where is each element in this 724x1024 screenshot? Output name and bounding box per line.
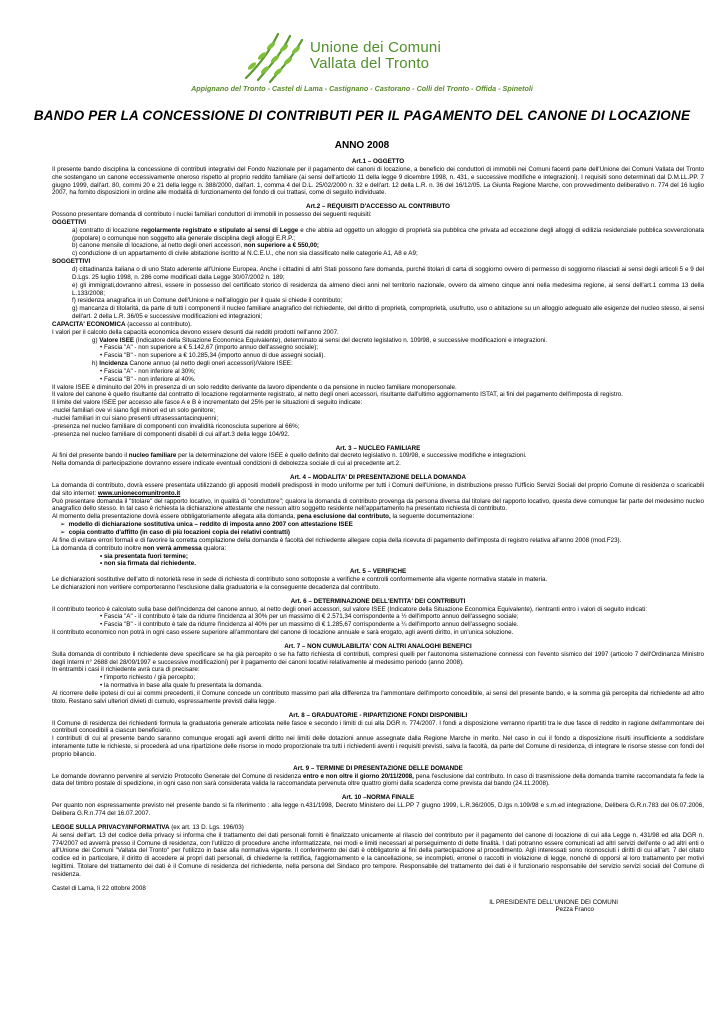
- art4-title: Art. 4 – MODALITA' DI PRESENTAZIONE DELLA DOMANDA: [289, 474, 467, 482]
- list-item: ➢ modello di dichiarazione sostitutiva unica – reddito di imposta anno 2007 con attestazione ISEE: [52, 521, 704, 529]
- list-item: ➢ copia contratto d'affitto (in caso di più locazioni copia dei relativi contratti): [52, 529, 704, 537]
- art2-tail: Il limite del valore ISEE per accesso alle fasce A e B è incrementato del 25% per le situazioni di seguito indicate:: [52, 399, 363, 407]
- list-item: • Fascia "A" - non superiore a € 5.142,67 (importo annuo dell'assegno sociale);: [52, 344, 704, 352]
- art2-tail: Il valore del canone è quello risultante dal contratto di locazione regolarmente registrato, al netto degli oneri accessori, risultante dall'ultimo aggiornamento ISTAT, ai fini del pagamento dell'imposta di registro.: [52, 391, 623, 399]
- document-body: [52, 158, 704, 914]
- art7-title: Art. 7 – NON CUMULABILITA' CON ALTRI ANALOGHI BENEFICI: [284, 642, 472, 650]
- art10-title: Art. 10 –NORMA FINALE: [341, 794, 415, 802]
- art4-p5: La domanda di contributo inoltre non verrà ammessa qualora:: [52, 544, 227, 552]
- req-f: f) residenza anagrafica in un Comune dell'Unione e nell'alloggio per il quale si chiede il contributo;: [72, 297, 343, 305]
- soggettivi-label: SOGGETTIVI: [52, 258, 91, 266]
- list-item: • sia presentata fuori termine;: [52, 553, 704, 561]
- org-name: [310, 40, 441, 72]
- req-g1: g) mancanza di titolarità, da parte di tutti i componenti il nucleo familiare anagrafico del richiedente, del diritto di proprietà, comproprietà, usufrutto, uso o abitazione su un alloggio adeguato alle esigenze del nucleo stesso, ai sensi dell'art. 2 della L.R. 36/05 e successive modificazioni ed integrazioni;: [72, 305, 704, 321]
- art10-p1: Per quanto non espressamente previsto nel presente bando si fa riferimento : alla legge n.431/1998, Decreto Ministero dei LL.PP 7 giugno 1999, L.R.36/2005, D.lgs n.109/98 e s.m.ed integrazione, Delibera G.R.n.783 del 06.07.2006, Delibera G.R.n.774 del 16.07.2007.: [52, 802, 704, 817]
- list-item: • Fascia "A" - il contributo è tale da ridurre l'incidenza al 30% per un massimo di € 2.571,34 corrispondente a ½ dell'importo annuo dell'assegno sociale;: [52, 613, 704, 621]
- org-name-line2: Vallata del Tronto: [310, 55, 430, 72]
- org-name-line1: Unione dei Comuni: [310, 39, 441, 56]
- member-towns: Appignano del Tronto - Castel di Lama - Castignano - Castorano - Colli del Tronto - Offida - Spinetoli: [191, 84, 533, 93]
- art8-p2: I contributi di cui al presente bando saranno comunque erogati agli aventi diritto nei limiti delle dotazioni annue assegnate dalla Regione Marche in merito. Nel caso in cui il fondo a disposizione risulti insufficiente a soddisfare interamente tutte le richieste, si procederà ad una ripartizione delle risorse in modo proporzionale tra tutti i richiedenti aventi i requisiti previsti, salva la facoltà, da parte del Comune di residenza, di integrare le risorse stesse con fondi del proprio bilancio.: [52, 735, 704, 758]
- privacy-text: Ai sensi dell'art. 13 del codice della privacy si informa che il trattamento dei dati personali forniti è finalizzato unicamente al rilascio del contributo per il pagamento del canone di locazione di cui alla Legge n. 431/98 ed alla DGR n. 774/2007 ed avverrà presso il Comune di residenza, con l'utilizzo di procedure anche informatizzate, nei modi e limiti necessari al perseguimento di dette finalità. I dati potranno essere comunicati ad altri servizi dell'ente o ad altri enti o all'Unione dei Comuni "Vallata del Tronto" per l'utilizzo in base alla normativa vigente. Il conferimento dei dati è obbligatorio ai fini della partecipazione al procedimento. Agli interessati sono riconosciuti i diritti di cui all'art. 7 del citato codice ed in particolare, il diritto di accedere ai propri dati personali, di chiederne la rettifica, l'aggiornamento e la cancellazione, se incompleti, erronei o raccolti in violazione di legge, nonché di opporsi al loro trattamento per motivi legittimi. Titolare del trattamento dei dati è il Comune di residenza del richiedente, nella persona del Sindaco pro tempore. Responsabile del trattamento dei dati è il funzionario responsabile del servizio servizi sociali del Comune di residenza.: [52, 831, 704, 878]
- art2-tail: -presenza nel nucleo familiare di componenti con invalidità riconosciuta superiore al 66%;: [52, 422, 300, 430]
- art3-title: Art. 3 – NUCLEO FAMILIARE: [335, 444, 421, 452]
- art2-tail: -nuclei familiari in cui siano presenti ultrasessantacinquenni;: [52, 415, 219, 422]
- signature-title: IL PRESIDENTE DELL'UNIONE DEI COMUNI: [489, 898, 618, 906]
- list-item: • Fascia "A" - non inferiore al 30%;: [52, 368, 704, 376]
- req-c: c) conduzione di un appartamento di civile abitazione iscritto al N.C.E.U., che non sia classificato nelle categorie A1, A8 e A9;: [72, 250, 418, 258]
- art4-p2: Può presentare domanda il "titolare" del rapporto locativo, in qualità di "conduttore"; qualora la domanda di contributo provenga da persona diversa dal titolare del rapporto locativo, questa deve comunque far parte del medesimo nucleo anagrafico dello stesso. In tal caso è richiesta la dichiarazione attestante che nessun altro soggetto residente nell'appartamento ha presentato richiesta di contributo.: [52, 497, 704, 513]
- signature-name: Pezza Franco: [555, 906, 594, 914]
- art2-title: Art.2 – REQUISITI D'ACCESSO AL CONTRIBUTO: [305, 203, 451, 211]
- website-link[interactable]: www.unionecomunitronto.it: [97, 489, 181, 497]
- art4-p4: Al fine di evitare errori formali e di favorire la corretta compilazione della domanda è facoltà del richiedente allegare copia della ricevuta di pagamento dell'imposta di registro relativa all'anno 2008 (mod.F23).: [52, 536, 622, 544]
- art7-p3: Al ricorrere delle ipotesi di cui ai commi precedenti, il Comune concede un contributo massimo pari alla differenza tra l'ammontare dell'importo concedibile, ai sensi del presente bando, e la somma già percepita dal richiedente ad altro titolo. Restano salvi ulteriori divieti di cumulo, espressamente previsti dalla legge.: [52, 690, 704, 705]
- privacy-title: LEGGE SULLA PRIVACY/INFORMATIVA (ex art. 13 D. Lgs. 196/03): [52, 823, 244, 831]
- req-d: d) cittadinanza italiana o di uno Stato aderente all'Unione Europea. Anche i cittadini di altri Stati possono fare domanda, purché titolari di carta di soggiorno ovvero di permesso di soggiorno rilasciati ai sensi degli articoli 5 e 9 del D.Lgs. 25 luglio 1998, n. 286 come modificati dalla Legge 30/07/2002 n. 189;: [72, 265, 704, 281]
- oggettivi-label: OGGETTIVI: [52, 218, 87, 226]
- art2-tail: -presenza nel nucleo familiare di componenti disabili di cui all'art.3 della legge 104/92.: [52, 430, 290, 438]
- art6-p1: Il contributo teorico è calcolato sulla base dell'incidenza del canone annuo, al netto degli oneri accessori, sul valore ISEE (Indicatore della Situazione Economica Equivalente), rientranti entro i valori di seguito indicati:: [52, 605, 647, 613]
- art5-p1: Le dichiarazioni sostitutive dell'atto di notorietà rese in sede di richiesta di contributo sono sottoposte a verifiche e controlli conformemente alla vigente normativa statale in materia.: [52, 576, 548, 584]
- art2-tail: Il valore ISEE è diminuito del 20% in presenza di un solo reddito derivante da lavoro dipendente o da pensione in nucleo familiare monopersonale.: [52, 383, 457, 391]
- art9-title: Art. 9 – TERMINE DI PRESENTAZIONE DELLE DOMANDE: [293, 764, 463, 772]
- list-item: • l'importo richiesto / già percepito;: [52, 674, 704, 682]
- art1-text: Il presente bando disciplina la concessione di contributi integrativi del Fondo Nazionale per il pagamento dei canoni di locazione, a beneficio dei conduttori di immobili nei Comuni facenti parte dell'Unione dei Comuni Vallata del Tronto che sostengano un canone eccessivamente oneroso rispetto al proprio reddito familiare (ai sensi dell'articolo 11 della legge 9 dicembre 1998, n. 431, e successive modifiche e integrazioni). I requisiti sono determinati dal D.M.LL.PP. 7 giugno 1999, dall'art. 80, commi 20 e 21 della legge n. 388/2000, dall'art. 1, comma 4 del D.L. 25/02/2000 n. 32 e dell'art. 12 della L.R. n. 36 del 16/12/05. La Giunta Regione Marche, con provvedimento deliberativo n. 774 del 16 luglio 2007, ha fornito disposizioni in ordine alle modalità di funzionamento del fondo di cui trattasi, come di seguito individuate.: [52, 165, 704, 197]
- art8-p1: Il Comune di residenza dei richiedenti formula la graduatoria generale articolata nelle fasce e secondo i limiti di cui alla DGR n. 774/2007. I fondi a disposizione verranno ripartiti tra le due fasce di reddito in ragione dell'ammontare dei contributi concedibili a ciascun beneficiario.: [52, 719, 704, 735]
- list-item: • Fascia "B" - non superiore a € 10.285,34 (importo annuo di due assegni sociali).: [52, 352, 704, 360]
- art1-title: Art.1 – OGGETTO: [351, 158, 405, 165]
- list-item: • Fascia "B" - il contributo è tale da ridurre l'incidenza al 40% per un massimo di € 1.285,67 corrispondente a ¼ dell'importo annuo dell'assegno sociale.: [52, 621, 704, 629]
- req-g2: g) Valore ISEE (Indicatore della Situazione Economica Equivalente), determinato ai sensi del decreto legislativo n. 109/98, e successive modificazioni e integrazioni.: [92, 336, 548, 344]
- art3-p1: Ai fini del presente bando il nucleo familiare per la determinazione del valore ISEE è quello definito dal decreto legislativo n. 109/98, e successive modifiche e integrazioni.: [52, 452, 527, 460]
- olive-branches-icon: [238, 26, 310, 86]
- page-title: BANDO PER LA CONCESSIONE DI CONTRIBUTI PER IL PAGAMENTO DEL CANONE DI LOCAZIONE: [33, 108, 691, 123]
- art6-title: Art. 6 – DETERMINAZIONE DELL'ENTITA' DEI CONTRIBUTI: [290, 597, 466, 605]
- req-e: e) gli immigrati,dovranno altresì, essere in possesso del certificato storico di residenza da almeno dieci anni nel territorio nazionale, ovvero da almeno cinque anni nella medesima regione, ai sensi dell'art.1 comma 13 della L.133/2008;: [72, 281, 704, 297]
- isee-intro: I valori per il calcolo della capacità economica devono essere desunti dai redditi prodotti nell'anno 2007.: [52, 328, 339, 336]
- art9-p1: Le domande dovranno pervenire al servizio Protocollo Generale del Comune di residenza entro e non oltre il giorno 20/11/2008, pena l'esclusione dal contributo. In caso di trasmissione della domanda tramite raccomandata fa fede la data del timbro postale di spedizione, in ogni caso non sarà considerata valida la raccomandata pervenuta oltre quattro giorni dalla scadenza come prevista dal bando (24.11.2008).: [52, 772, 705, 788]
- art6-p2: Il contributo economico non potrà in ogni caso essere superiore all'ammontare del canone di locazione annuale e sarà erogato, agli aventi diritto, in un'unica soluzione.: [52, 629, 514, 637]
- list-item: • la normativa in base alla quale fu presentata la domanda.: [52, 682, 704, 690]
- art2-intro: Possono presentare domanda di contributo i nuclei familiari conduttori di immobili in possesso dei seguenti requisiti:: [52, 211, 372, 219]
- list-item: • non sia firmata dal richiedente.: [52, 560, 704, 568]
- art5-p2: Le dichiarazioni non veritiere comporteranno l'esclusione dalla graduatoria e la conseguente decadenza dal contributo.: [52, 583, 381, 591]
- art3-p2: Nella domanda di partecipazione dovranno essere indicate eventuali condizioni di debolezza sociale di cui al precedente art.2.: [52, 460, 401, 468]
- art4-p1: La domanda di contributo, dovrà essere presentata utilizzando gli appositi modelli predisposti in modo uniforme per tutti i Comuni dell'Unione, in distribuzione presso l'Ufficio Servizi Sociali del proprio Comune di residenza o scaricabili dal sito internet: www.unionecomunitronto.it: [52, 481, 704, 497]
- year-heading: ANNO 2008: [334, 140, 390, 151]
- place-date: Castel di Lama, lì 22 ottobre 2008: [52, 884, 146, 892]
- art7-p2: In entrambi i casi il richiedente avrà cura di precisare:: [52, 666, 200, 674]
- req-a: a) contratto di locazione regolarmente registrato e stipulato ai sensi di Legge e che abbia ad oggetto un alloggio di proprietà sia pubblica che privata ad eccezione degli alloggi di edilizia residenziale pubblica sovvenzionata (popolare) o comunque non soggetto alla generale disciplina degli alloggi E.R.P.;: [72, 226, 704, 242]
- capacita-economica: CAPACITA' ECONOMICA (accesso al contributo).: [52, 320, 192, 328]
- art2-tail: -nuclei familiari ove vi siano figli minori ed un solo genitore;: [52, 407, 215, 415]
- list-item: • Fascia "B" - non inferiore al 40%.: [52, 376, 704, 384]
- art7-p1: Sulla domanda di contributo il richiedente deve specificare se ha già percepito o se ha fatto richiesta di contributi, compresi quelli per l'autonoma sistemazione connessi con l'evento sismico del 1997 (articolo 7 dell'Ordinanza Ministro degli Interni n° 2688 del 28/09/1997 e successive modificazioni) per il pagamento dei canoni locativi relativamente al medesimo periodo (anno 2008).: [52, 650, 704, 666]
- union-logo: [238, 26, 478, 86]
- art5-title: Art. 5 – VERIFICHE: [349, 568, 407, 576]
- art8-title: Art. 8 – GRADUATORIE - RIPARTIZIONE FONDI DISPONIBILI: [288, 711, 468, 719]
- req-b: b) canone mensile di locazione, al netto degli oneri accessori, non superiore a € 550,00;: [72, 242, 320, 250]
- req-h: h) Incidenza Canone annuo (al netto degli oneri accessori)/Valore ISEE:: [92, 360, 293, 368]
- art4-p3: Al momento della presentazione dovrà essere obbligatoriamente allegata alla domanda, pena esclusione dal contributo, la seguente documentazione:: [52, 513, 475, 521]
